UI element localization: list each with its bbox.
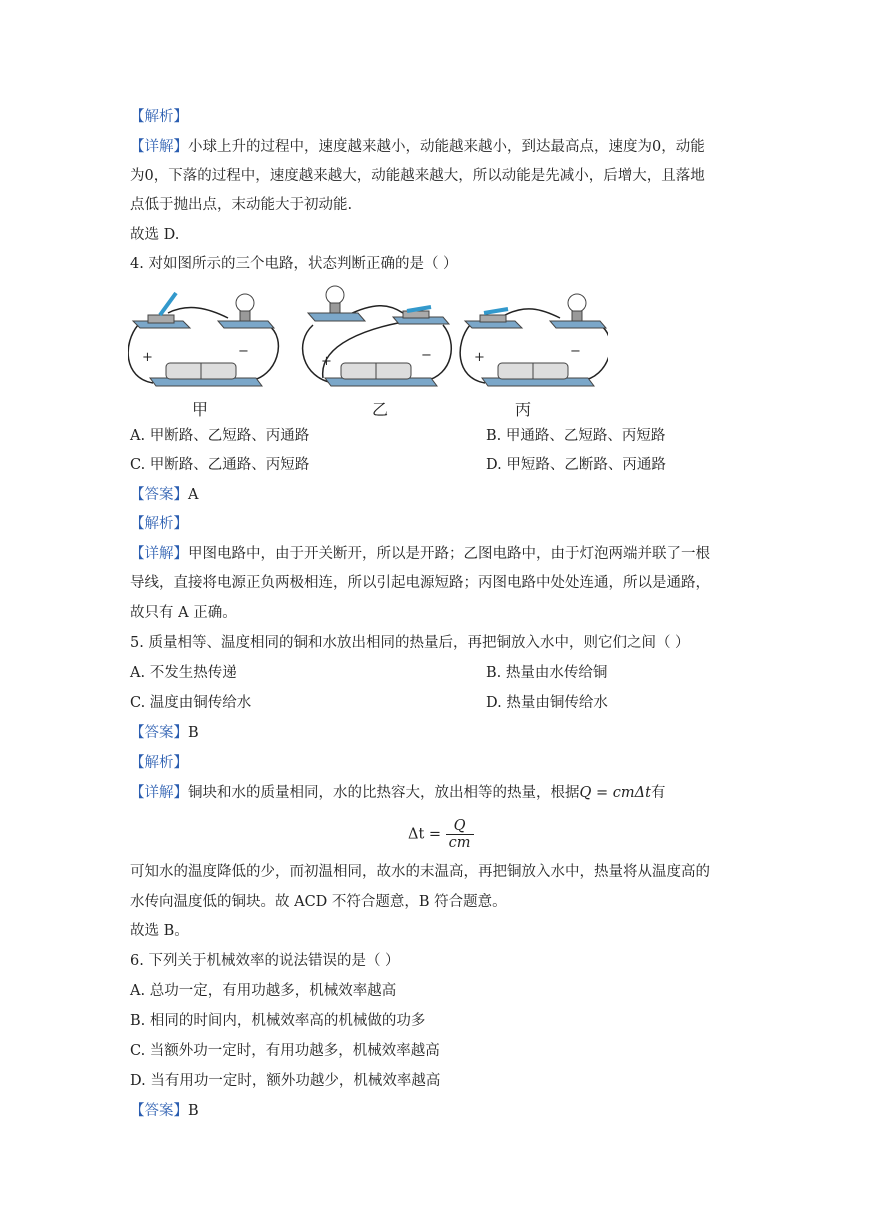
circuit-bing (460, 294, 608, 386)
q5-detail-line-1 (130, 783, 665, 803)
q6-answer-tag: 【答案】 (130, 1103, 188, 1119)
q5-answer (130, 723, 199, 743)
q4-option-c: C. 甲断路、乙通路、丙短路 (130, 457, 310, 473)
q5-detail-line-2: 可知水的温度降低的少，而初温相同，故水的末温高，再把铜放入水中，热量将从温度高的 (130, 864, 710, 880)
figure-label-jia: 甲 (192, 400, 209, 419)
q4-detail-tag: 【详解】 (130, 546, 188, 562)
q4-detail-line-2: 导线，直接将电源正负两极相连，所以引起电源短路；丙图电路中处处连通，所以是通路， (130, 575, 710, 591)
q6-option-d: D. 当有用功一定时，额外功越少，机械效率越高 (130, 1073, 441, 1089)
circuit-yi (303, 286, 452, 386)
q4-option-a: A. 甲断路、乙短路、丙通路 (130, 428, 310, 444)
q4-detail-text-1: 甲图电路中，由于开关断开，所以是开路；乙图电路中，由于灯泡两端并联了一根 (188, 546, 710, 562)
q4-answer-value: A (188, 487, 199, 503)
q6-answer (130, 1101, 199, 1121)
svg-text:−: − (238, 344, 249, 359)
q5-formula-inline: Q = cmΔt (579, 785, 651, 801)
q5-option-c: C. 温度由铜传给水 (130, 695, 252, 711)
q4-option-b: B. 甲通路、乙短路、丙短路 (486, 428, 666, 444)
q5-detail-text-1-end: 有 (650, 785, 666, 801)
q6-option-b: B. 相同的时间内，机械效率高的机械做的功多 (130, 1013, 426, 1029)
q3-detail-line-3: 点低于抛出点，末动能大于初动能. (130, 197, 353, 213)
q5-detail-text-1: 铜块和水的质量相同，水的比热容大，放出相等的热量，根据 (188, 785, 580, 801)
q5-option-a: A. 不发生热传递 (130, 665, 237, 681)
q5-option-d: D. 热量由铜传给水 (486, 695, 608, 711)
svg-text:+: + (321, 354, 332, 369)
q6-option-a: A. 总功一定，有用功越多，机械效率越高 (130, 983, 397, 999)
q5-formula-lhs: Δt = (408, 826, 442, 843)
svg-text:+: + (474, 350, 485, 365)
q5-option-b: B. 热量由水传给铜 (486, 665, 608, 681)
q4-answer (130, 485, 198, 505)
q6-option-c: C. 当额外功一定时，有用功越多，机械效率越高 (130, 1043, 440, 1059)
q4-option-d: D. 甲短路、乙断路、丙通路 (486, 457, 666, 473)
q5-detail-tag: 【详解】 (130, 785, 188, 801)
figure-label-yi: 乙 (372, 400, 389, 419)
circuit-jia (128, 293, 278, 386)
q3-detail-line-1 (130, 137, 705, 157)
q6-stem: 6. 下列关于机械效率的说法错误的是（ ） (130, 953, 400, 969)
q3-detail-text-1: 小球上升的过程中，速度越来越小，动能越来越小，到达最高点，速度为0，动能 (188, 139, 705, 155)
svg-text:−: − (421, 348, 432, 363)
q5-answer-value: B (188, 725, 199, 741)
q5-formula-numerator: Q (446, 818, 474, 835)
q5-formula-denominator: cm (448, 835, 471, 851)
figure-label-bing: 丙 (515, 400, 532, 419)
q5-conclusion: 故选 B。 (130, 923, 189, 939)
q5-formula (408, 818, 474, 851)
q3-analysis-tag: 【解析】 (130, 109, 188, 125)
q4-detail-line-3: 故只有 A 正确。 (130, 605, 237, 621)
q4-detail-line-1 (130, 544, 710, 564)
q3-detail-tag: 【详解】 (130, 139, 188, 155)
svg-text:+: + (142, 350, 153, 365)
svg-text:−: − (570, 344, 581, 359)
q5-answer-tag: 【答案】 (130, 725, 188, 741)
q5-formula-fraction (446, 818, 474, 851)
q5-stem: 5. 质量相等、温度相同的铜和水放出相同的热量后，再把铜放入水中，则它们之间（ ） (130, 635, 690, 651)
q5-analysis-tag: 【解析】 (130, 755, 188, 771)
q3-conclusion: 故选 D. (130, 227, 180, 243)
q4-stem: 4. 对如图所示的三个电路，状态判断正确的是（ ） (130, 256, 458, 272)
q4-analysis-tag: 【解析】 (130, 516, 188, 532)
q3-detail-line-2: 为0，下落的过程中，速度越来越大，动能越来越大，所以动能是先减小，后增大，且落地 (130, 168, 705, 184)
q4-answer-tag: 【答案】 (130, 487, 188, 503)
q6-answer-value: B (188, 1103, 199, 1119)
q5-detail-line-3: 水传向温度低的铜块。故 ACD 不符合题意，B 符合题意。 (130, 894, 507, 910)
